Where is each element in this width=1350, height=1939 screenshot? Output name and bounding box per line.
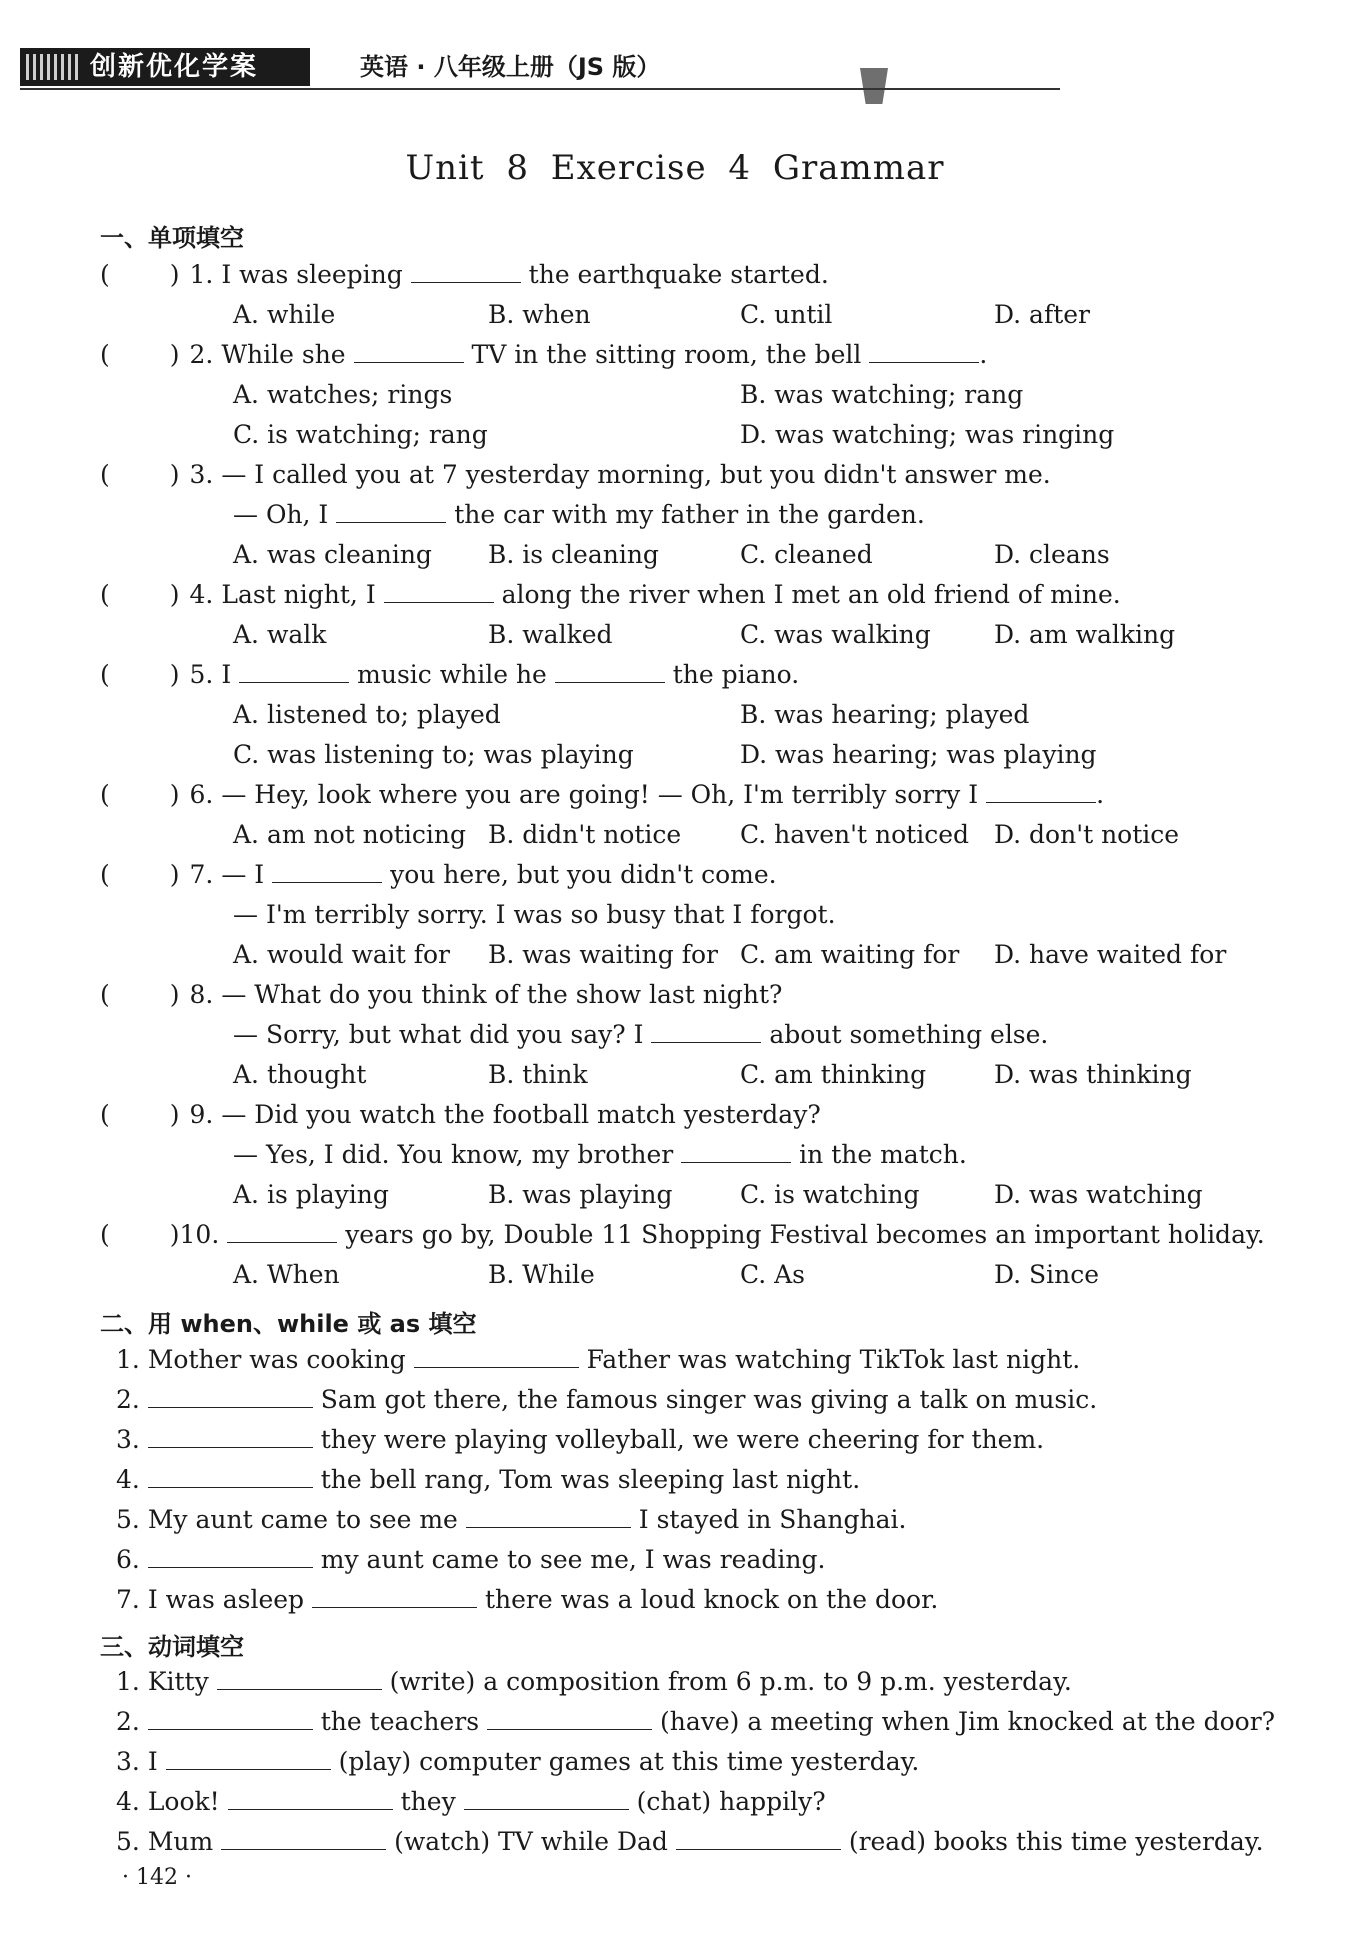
q4-text-a: Last night, I [221, 580, 376, 609]
page-header [20, 48, 1060, 88]
page-tab-marker [860, 68, 888, 104]
s2-item-7-blank[interactable] [312, 1583, 477, 1608]
s3-item-2 [116, 1705, 1275, 1739]
q8-blank[interactable] [651, 1018, 761, 1043]
q3-option-d: D. cleans [994, 540, 1110, 569]
q6-option-c: C. haven't noticed [740, 820, 970, 849]
q7-blank[interactable] [272, 858, 382, 883]
section1-heading: 一、单项填空 [100, 224, 244, 252]
q5-option-c: C. was listening to; was playing [233, 740, 634, 769]
q1-line: ( ) 1. I was sleeping the earthquake started. [100, 260, 829, 289]
q8-option-a: A. thought [233, 1060, 367, 1089]
s3-item-3 [116, 1745, 919, 1779]
s2-item-3-text-b: they were playing volleyball, we were cheering for them. [320, 1425, 1045, 1454]
q10-blank[interactable] [227, 1218, 337, 1243]
q4-text-b: along the river when I met an old friend of mine. [501, 580, 1121, 609]
q5-option-b: B. was hearing; played [740, 700, 1030, 729]
q3-text-a: — Oh, I [233, 500, 329, 529]
s2-item-2-text-b: Sam got there, the famous singer was giving a talk on music. [320, 1385, 1098, 1414]
q8-number: 8. [189, 980, 214, 1009]
q1-option-c: C. until [740, 300, 833, 329]
q3-option-b: B. is cleaning [488, 540, 659, 569]
q9-line-2 [233, 1138, 967, 1172]
q6-text-a: — Hey, look where you are going! — Oh, I'm terribly sorry I [221, 780, 979, 809]
q1-number: 1. [189, 260, 214, 289]
s2-item-7 [116, 1583, 938, 1617]
q2-blank-1[interactable] [354, 338, 464, 363]
q6-line: ( ) 6. — Hey, look where you are going! — Oh, I'm terribly sorry I . [100, 780, 1105, 809]
s2-item-3 [116, 1423, 1044, 1457]
q6-number: 6. [189, 780, 214, 809]
q8-option-c: C. am thinking [740, 1060, 927, 1089]
q1-option-a: A. while [233, 300, 336, 329]
s3-item-3-text-a: I [147, 1747, 158, 1776]
section2-heading: 二、用 when、while 或 as 填空 [100, 1310, 477, 1338]
s3-item-2-text-c: (have) a meeting when Jim knocked at the door? [660, 1707, 1276, 1736]
s2-item-5-text-b: I stayed in Shanghai. [638, 1505, 907, 1534]
s3-item-4-text-a: Look! [147, 1787, 220, 1816]
q10-line: ( )10. years go by, Double 11 Shopping Festival becomes an important holiday. [100, 1220, 1265, 1249]
q9-line-1: ( ) 9. — Did you watch the football match yesterday? [100, 1100, 821, 1129]
s3-item-4 [116, 1785, 826, 1819]
q9-text-1: — Did you watch the football match yesterday? [221, 1100, 821, 1129]
s3-item-4-number: 4. [116, 1787, 140, 1816]
q5-text-c: the piano. [672, 660, 800, 689]
q9-option-b: B. was playing [488, 1180, 673, 1209]
q4-number: 4. [189, 580, 214, 609]
q10-text-b: years go by, Double 11 Shopping Festival becomes an important holiday. [345, 1220, 1265, 1249]
q4-option-a: A. walk [233, 620, 327, 649]
q6-text-c: . [1096, 780, 1105, 809]
s3-item-4-blank-1[interactable] [228, 1785, 393, 1810]
brand-text: 创新优化学案 [90, 52, 259, 82]
brand-logo [20, 48, 310, 86]
q2-text-b: TV in the sitting room, the bell [471, 340, 862, 369]
q10-option-d: D. Since [994, 1260, 1100, 1289]
header-rule [20, 88, 1060, 90]
s3-item-1-number: 1. [116, 1667, 140, 1696]
q1-text-a: I was sleeping [221, 260, 403, 289]
q6-option-b: B. didn't notice [488, 820, 682, 849]
q5-blank-2[interactable] [555, 658, 665, 683]
s2-item-1-text-b: Father was watching TikTok last night. [586, 1345, 1081, 1374]
s2-item-5 [116, 1503, 906, 1537]
q2-option-d: D. was watching; was ringing [740, 420, 1115, 449]
q9-option-c: C. is watching [740, 1180, 920, 1209]
s2-item-5-blank[interactable] [466, 1503, 631, 1528]
s3-item-3-text-b: (play) computer games at this time yesterday. [338, 1747, 920, 1776]
q3-line-1: ( ) 3. — I called you at 7 yesterday morning, but you didn't answer me. [100, 460, 1051, 489]
q4-blank[interactable] [384, 578, 494, 603]
s3-item-5-text-c: (read) books this time yesterday. [848, 1827, 1264, 1856]
s3-item-1-text-a: Kitty [147, 1667, 209, 1696]
s2-item-3-blank[interactable] [148, 1423, 313, 1448]
q7-text-a: — I [221, 860, 265, 889]
q9-text-b: in the match. [799, 1140, 967, 1169]
s2-item-5-number: 5. [116, 1505, 140, 1534]
q4-option-b: B. walked [488, 620, 613, 649]
s2-item-4-text-b: the bell rang, Tom was sleeping last night. [320, 1465, 861, 1494]
q7-option-d: D. have waited for [994, 940, 1227, 969]
s3-item-2-blank-1[interactable] [148, 1705, 313, 1730]
q2-number: 2. [189, 340, 214, 369]
q5-option-d: D. was hearing; was playing [740, 740, 1097, 769]
s3-item-1 [116, 1665, 1072, 1699]
s3-item-5-blank-1[interactable] [221, 1825, 386, 1850]
s2-item-1-blank[interactable] [414, 1343, 579, 1368]
q9-text-a: — Yes, I did. You know, my brother [233, 1140, 674, 1169]
q10-number: )10. [169, 1220, 220, 1249]
s2-item-2-blank[interactable] [148, 1383, 313, 1408]
q5-option-a: A. listened to; played [233, 700, 501, 729]
q2-text-a: While she [221, 340, 346, 369]
q7-option-a: A. would wait for [233, 940, 450, 969]
q3-option-c: C. cleaned [740, 540, 873, 569]
s3-item-1-text-b: (write) a composition from 6 p.m. to 9 p.m. yesterday. [389, 1667, 1072, 1696]
q2-line: ( ) 2. While she TV in the sitting room, the bell . [100, 340, 988, 369]
q3-option-a: A. was cleaning [233, 540, 432, 569]
s2-item-7-text-b: there was a loud knock on the door. [484, 1585, 939, 1614]
s3-item-5-number: 5. [116, 1827, 140, 1856]
s3-item-5 [116, 1825, 1264, 1859]
q1-blank[interactable] [411, 258, 521, 283]
s3-item-4-text-c: (chat) happily? [636, 1787, 826, 1816]
s3-item-5-text-a: Mum [147, 1827, 214, 1856]
s3-item-4-text-b: they [400, 1787, 456, 1816]
s3-item-3-number: 3. [116, 1747, 140, 1776]
s3-item-3-blank[interactable] [166, 1745, 331, 1770]
book-title: 英语 · 八年级上册（JS 版） [360, 53, 661, 81]
s2-item-1-number: 1. [116, 1345, 140, 1374]
q6-blank[interactable] [986, 778, 1096, 803]
s3-item-2-blank-2[interactable] [487, 1705, 652, 1730]
q3-line-2 [233, 498, 925, 532]
s2-item-1 [116, 1343, 1080, 1377]
q1-option-b: B. when [488, 300, 591, 329]
q7-option-b: B. was waiting for [488, 940, 718, 969]
section3-heading: 三、动词填空 [100, 1633, 244, 1661]
s3-item-4-blank-2[interactable] [464, 1785, 629, 1810]
q3-number: 3. [189, 460, 214, 489]
q8-text-b: about something else. [769, 1020, 1049, 1049]
q4-option-c: C. was walking [740, 620, 931, 649]
q8-option-b: B. think [488, 1060, 588, 1089]
q7-line-1: ( ) 7. — I you here, but you didn't come. [100, 860, 777, 889]
q5-text-a: I [221, 660, 232, 689]
q1-option-d: D. after [994, 300, 1090, 329]
q3-blank[interactable] [336, 498, 446, 523]
q5-number: 5. [189, 660, 214, 689]
q10-option-a: A. When [233, 1260, 340, 1289]
q9-blank[interactable] [681, 1138, 791, 1163]
s3-item-2-text-b: the teachers [320, 1707, 480, 1736]
s2-item-6-blank[interactable] [148, 1543, 313, 1568]
page-number: · 142 · [122, 1865, 192, 1890]
s3-item-5-text-b: (watch) TV while Dad [394, 1827, 668, 1856]
q8-text-a: — Sorry, but what did you say? I [233, 1020, 644, 1049]
q9-option-d: D. was watching [994, 1180, 1203, 1209]
q1-text-b: the earthquake started. [528, 260, 829, 289]
s2-item-4 [116, 1463, 860, 1497]
q2-option-c: C. is watching; rang [233, 420, 488, 449]
q4-option-d: D. am walking [994, 620, 1176, 649]
s2-item-6-number: 6. [116, 1545, 140, 1574]
s2-item-1-text-a: Mother was cooking [147, 1345, 406, 1374]
q2-option-a: A. watches; rings [233, 380, 453, 409]
q9-number: 9. [189, 1100, 214, 1129]
q4-line: ( ) 4. Last night, I along the river when I met an old friend of mine. [100, 580, 1121, 609]
s2-item-2 [116, 1383, 1097, 1417]
s3-item-2-number: 2. [116, 1707, 140, 1736]
brand-stripes [26, 54, 82, 80]
q10-option-c: C. As [740, 1260, 806, 1289]
s2-item-6 [116, 1543, 825, 1577]
s3-item-1-blank[interactable] [217, 1665, 382, 1690]
q5-blank-1[interactable] [239, 658, 349, 683]
q7-line-2: — I'm terribly sorry. I was so busy that I forgot. [233, 900, 836, 929]
q8-option-d: D. was thinking [994, 1060, 1192, 1089]
page-title: Unit 8 Exercise 4 Grammar [405, 148, 945, 188]
s3-item-5-blank-2[interactable] [676, 1825, 841, 1850]
s2-item-6-text-b: my aunt came to see me, I was reading. [320, 1545, 826, 1574]
q5-line: ( ) 5. I music while he the piano. [100, 660, 800, 689]
q3-text-b: the car with my father in the garden. [454, 500, 925, 529]
q7-option-c: C. am waiting for [740, 940, 960, 969]
s2-item-4-number: 4. [116, 1465, 140, 1494]
s2-item-2-number: 2. [116, 1385, 140, 1414]
q3-text-1: — I called you at 7 yesterday morning, but you didn't answer me. [221, 460, 1051, 489]
q7-number: 7. [189, 860, 214, 889]
q7-text-b: you here, but you didn't come. [390, 860, 777, 889]
s2-item-4-blank[interactable] [148, 1463, 313, 1488]
q5-text-b: music while he [357, 660, 547, 689]
q6-option-a: A. am not noticing [233, 820, 466, 849]
q6-option-d: D. don't notice [994, 820, 1180, 849]
q10-option-b: B. While [488, 1260, 595, 1289]
q8-line-1: ( ) 8. — What do you think of the show last night? [100, 980, 783, 1009]
q2-blank-2[interactable] [869, 338, 979, 363]
s2-item-3-number: 3. [116, 1425, 140, 1454]
s2-item-5-text-a: My aunt came to see me [147, 1505, 458, 1534]
q8-line-2 [233, 1018, 1048, 1052]
q2-option-b: B. was watching; rang [740, 380, 1024, 409]
q8-text-1: — What do you think of the show last night? [221, 980, 783, 1009]
q2-text-c: . [979, 340, 988, 369]
s2-item-7-number: 7. [116, 1585, 140, 1614]
q9-option-a: A. is playing [233, 1180, 389, 1209]
s2-item-7-text-a: I was asleep [147, 1585, 305, 1614]
